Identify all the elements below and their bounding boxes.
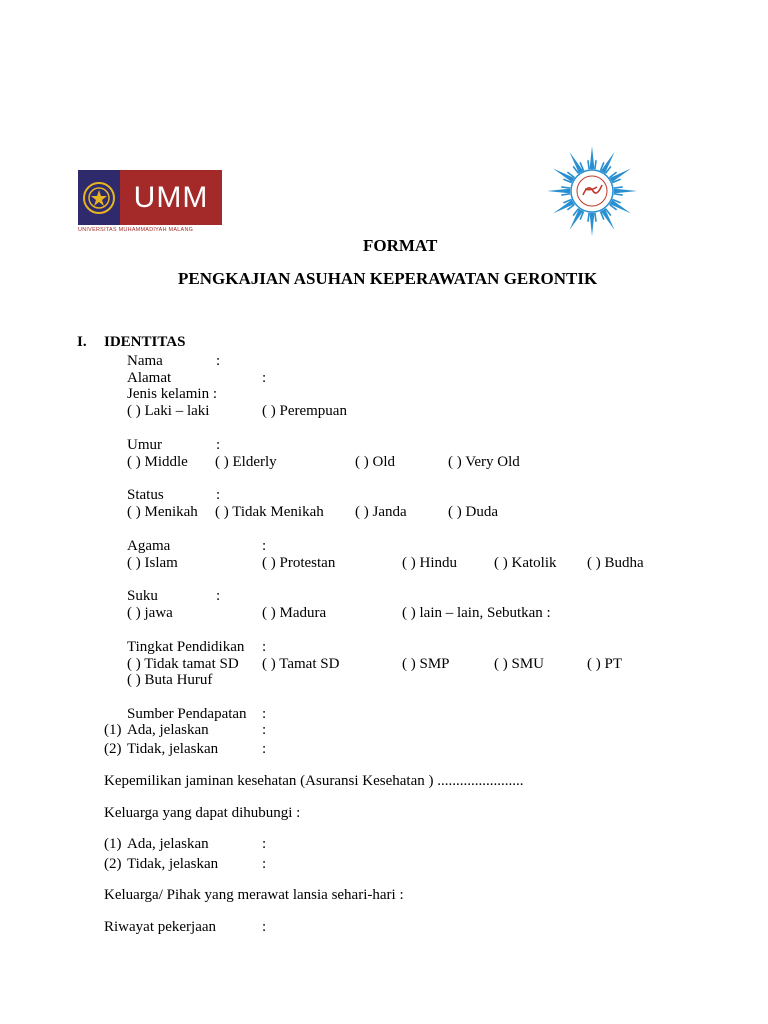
- field-umur-colon: :: [216, 437, 221, 453]
- option-menikah[interactable]: ( ) Menikah: [127, 504, 198, 520]
- pihak-merawat-label: Keluarga/ Pihak yang merawat lansia sehari-hari :: [104, 887, 404, 903]
- umm-logo: [78, 170, 222, 235]
- option-duda[interactable]: ( ) Duda: [448, 504, 498, 520]
- option-tamat-sd[interactable]: ( ) Tamat SD: [262, 656, 340, 672]
- riwayat-pekerjaan-colon: :: [262, 919, 267, 935]
- option-middle[interactable]: ( ) Middle: [127, 454, 188, 470]
- pendapatan-ada-number: (1): [104, 722, 122, 738]
- sun-ray-small: [595, 213, 596, 222]
- field-suku-colon: :: [216, 588, 221, 604]
- field-umur-label: Umur: [127, 437, 162, 453]
- keluarga-tidak-colon: :: [262, 856, 267, 872]
- sun-ray-small: [614, 187, 623, 188]
- option-buta-huruf[interactable]: ( ) Buta Huruf: [127, 672, 213, 688]
- sun-ray-small: [561, 194, 570, 195]
- field-pendidikan-colon: :: [262, 639, 267, 655]
- option-old[interactable]: ( ) Old: [355, 454, 395, 470]
- section-title: IDENTITAS: [104, 334, 186, 350]
- sun-ray-small: [588, 160, 589, 169]
- pendapatan-tidak-number: (2): [104, 741, 122, 757]
- field-jenis-kelamin-label: Jenis kelamin :: [127, 386, 217, 402]
- field-pendapatan-label: Sumber Pendapatan: [127, 706, 247, 722]
- jaminan-kesehatan-line[interactable]: Kepemilikan jaminan kesehatan (Asuransi Kesehatan ) .......................: [104, 773, 524, 789]
- field-alamat-label: Alamat: [127, 370, 172, 386]
- sun-ray: [614, 189, 637, 194]
- option-protestan[interactable]: ( ) Protestan: [262, 555, 336, 571]
- field-status-label: Status: [127, 487, 164, 503]
- field-pendapatan-colon: :: [262, 706, 267, 722]
- sun-ray: [590, 213, 595, 236]
- umm-subtitle: UNIVERSITAS MUHAMMADIYAH MALANG: [78, 227, 194, 233]
- keluarga-ada-number: (1): [104, 836, 122, 852]
- keluarga-tidak-label: Tidak, jelaskan: [127, 856, 219, 872]
- sun-ray-small: [561, 187, 570, 188]
- option-hindu[interactable]: ( ) Hindu: [402, 555, 457, 571]
- option-budha[interactable]: ( ) Budha: [587, 555, 644, 571]
- option-jawa[interactable]: ( ) jawa: [127, 605, 173, 621]
- option-elderly[interactable]: ( ) Elderly: [215, 454, 277, 470]
- riwayat-pekerjaan-label: Riwayat pekerjaan: [104, 919, 217, 935]
- pendapatan-ada-colon: :: [262, 722, 267, 738]
- option-janda[interactable]: ( ) Janda: [355, 504, 407, 520]
- option-smu[interactable]: ( ) SMU: [494, 656, 545, 672]
- document-title: FORMAT: [363, 236, 438, 255]
- sun-ray-small: [614, 194, 623, 195]
- umm-emblem-icon: [78, 170, 120, 225]
- sun-ray-small: [595, 160, 596, 169]
- option-perempuan[interactable]: ( ) Perempuan: [262, 403, 347, 419]
- option-tidak-tamat-sd[interactable]: ( ) Tidak tamat SD: [127, 656, 239, 672]
- field-nama-colon: :: [216, 353, 221, 369]
- option-very-old[interactable]: ( ) Very Old: [448, 454, 520, 470]
- pendapatan-ada-label: Ada, jelaskan: [127, 722, 209, 738]
- option-madura[interactable]: ( ) Madura: [262, 605, 327, 621]
- keluarga-ada-label: Ada, jelaskan: [127, 836, 209, 852]
- pendapatan-tidak-label: Tidak, jelaskan: [127, 741, 219, 757]
- option-islam[interactable]: ( ) Islam: [127, 555, 178, 571]
- option-lain-lain[interactable]: ( ) lain – lain, Sebutkan :: [402, 605, 551, 621]
- sun-ray: [547, 189, 570, 194]
- field-agama-label: Agama: [127, 538, 171, 554]
- option-tidak-menikah[interactable]: ( ) Tidak Menikah: [215, 504, 324, 520]
- field-nama-label: Nama: [127, 353, 163, 369]
- option-laki-laki[interactable]: ( ) Laki – laki: [127, 403, 210, 419]
- sun-ray-small: [588, 213, 589, 222]
- field-status-colon: :: [216, 487, 221, 503]
- option-smp[interactable]: ( ) SMP: [402, 656, 450, 672]
- field-suku-label: Suku: [127, 588, 158, 604]
- option-katolik[interactable]: ( ) Katolik: [494, 555, 557, 571]
- muhammadiyah-logo-icon: [543, 145, 641, 237]
- section-number: I.: [77, 334, 87, 350]
- option-pt[interactable]: ( ) PT: [587, 656, 622, 672]
- field-agama-colon: :: [262, 538, 267, 554]
- keluarga-ada-colon: :: [262, 836, 267, 852]
- field-pendidikan-label: Tingkat Pendidikan: [127, 639, 245, 655]
- keluarga-dihubungi-label: Keluarga yang dapat dihubungi :: [104, 805, 301, 821]
- field-alamat-colon: :: [262, 370, 267, 386]
- umm-wordmark: UMM: [120, 170, 222, 225]
- sun-ray: [590, 146, 595, 169]
- keluarga-tidak-number: (2): [104, 856, 122, 872]
- document-subtitle: PENGKAJIAN ASUHAN KEPERAWATAN GERONTIK: [178, 269, 598, 288]
- pendapatan-tidak-colon: :: [262, 741, 267, 757]
